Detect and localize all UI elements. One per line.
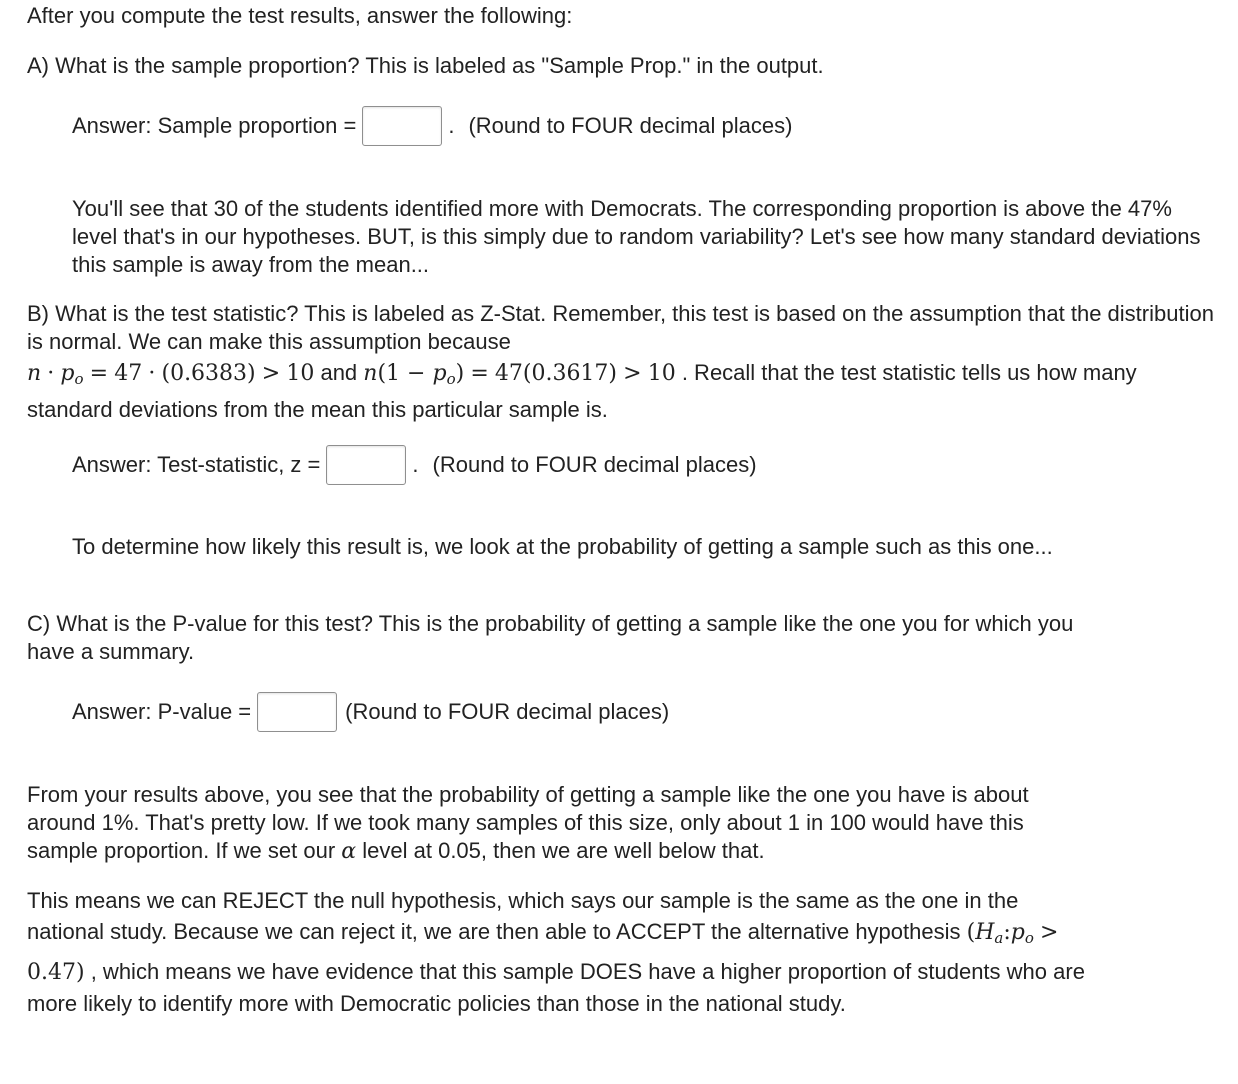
question-a-answer-label: Answer: Sample proportion = [72,113,357,138]
alternative-hypothesis: $(H_a:p_o > 0.47)$ [27,920,1059,985]
question-a-hint: (Round to FOUR decimal places) [468,113,793,138]
reject-paragraph: This means we can REJECT the null hypothesis, which says our sample is the same as the one in the national study. Because we can reject it, we are then able to ACCEPT the alternative hypothesis $(H_a:p_o > 0.47)$ , which means we have evidence that this sample DOES have a higher proportion of students who are more likely to identify more with Democratic policies than those in the national study. [27,888,1085,1016]
question-c-hint: (Round to FOUR decimal places) [345,699,670,724]
question-b-period: . [412,452,419,477]
question-c-answer-row [72,690,669,734]
test-statistic-input[interactable] [326,445,406,485]
p-value-input[interactable] [257,692,337,732]
question-b-prompt [27,300,1217,424]
results-paragraph: From your results above, you see that the probability of getting a sample like the one you have is about around 1%. That's pretty low. If we took many samples of this size, only about 1 in 100 would have this sample proportion. If we set our α level at 0.05, then we are well below that. [27,782,1029,864]
sample-proportion-input[interactable] [362,106,442,146]
intro-text: After you compute the test results, answer the following: [27,3,573,28]
question-a-period: . [448,113,455,138]
sample-paragraph: You'll see that 30 of the students identified more with Democrats. The corresponding proportion is above the 47% level that's in our hypotheses. BUT, is this simply due to random variability? Let's see how many standard deviations this sample is away from the mean... [72,196,1201,277]
question-a-prompt: A) What is the sample proportion? This is labeled as "Sample Prop." in the output. [27,53,824,78]
question-c-answer-label: Answer: P-value = [72,699,252,724]
alpha-symbol: α [341,839,357,864]
normality-formula: $n \cdot p_o = 47 \cdot (0.6383) > 10$ and $n(1 - p_o) = 47(0.3617) > 10$ [27,360,676,388]
question-c-prompt: C) What is the P-value for this test? This is the probability of getting a sample like the one you for which you have a summary. [27,611,1074,664]
question-b-prompt-tail: . Recall that the test statistic tells us how many standard deviations from the mean this particular sample is. [27,360,1137,422]
question-b-answer-row [72,443,757,487]
question-b-hint: (Round to FOUR decimal places) [432,452,757,477]
likely-paragraph: To determine how likely this result is, we look at the probability of getting a sample such as this one... [72,534,1053,559]
question-a-answer-row [72,104,792,148]
question-b-prompt-line1: B) What is the test statistic? This is labeled as Z-Stat. Remember, this test is based on the assumption that the distribution is normal. We can make this assumption because [27,301,1214,354]
question-b-answer-label: Answer: Test-statistic, z = [72,452,321,477]
